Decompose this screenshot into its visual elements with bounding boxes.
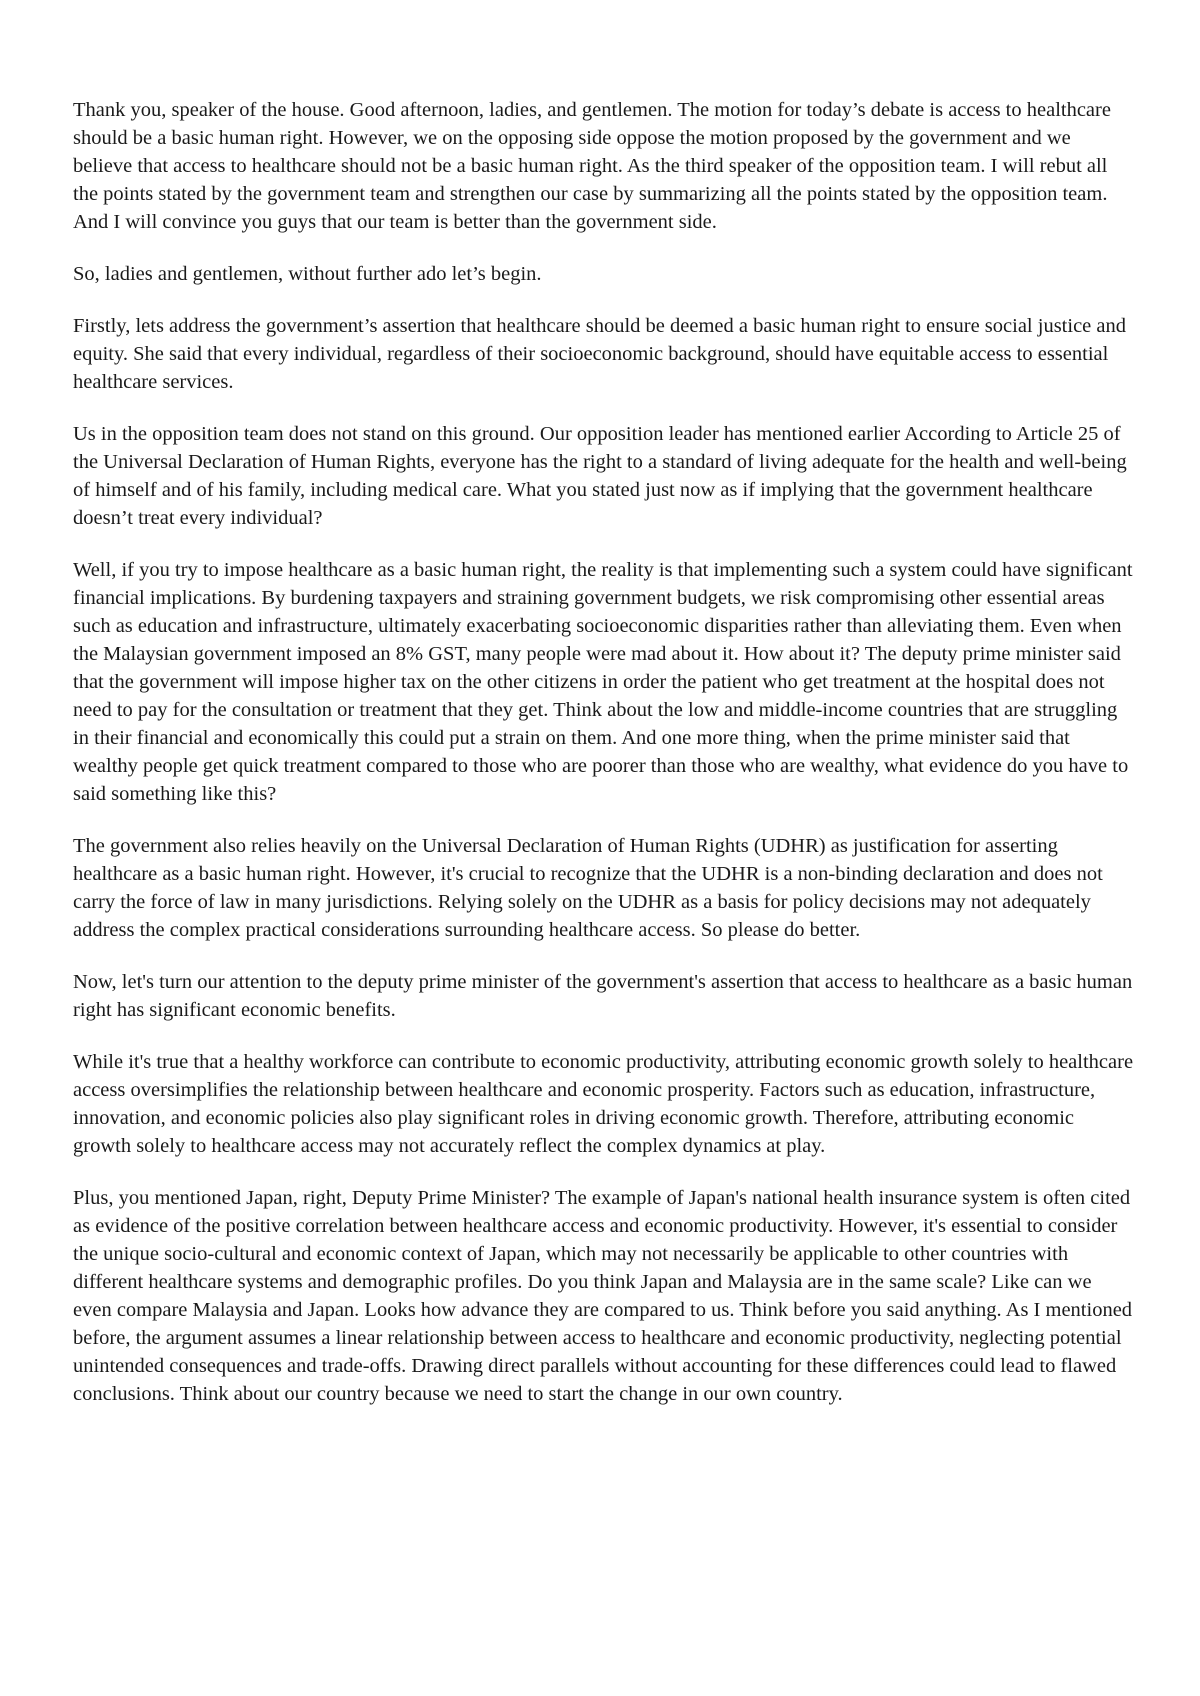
paragraph-workforce: While it's true that a healthy workforce can contribute to economic productivity, attributing economic growth solely to healthcare access oversimplifies the relationship between healthcare and economic prosperity. Factors such as education, infrastructure, innovation, and economic policies also play significant roles in driving economic growth. Therefore, attributing economic growth solely to healthcare access may not accurately reflect the complex dynamics at play. <box>73 1051 1134 1157</box>
paragraph-opposition-ground: Us in the opposition team does not stand on this ground. Our opposition leader has mentioned earlier According to Article 25 of the Universal Declaration of Human Rights, everyone has the right to a standard of living adequate for the health and well-being of himself and of his family, including medical care. What you stated just now as if implying that the government healthcare doesn’t treat every individual? <box>73 423 1127 529</box>
paragraph-japan: Plus, you mentioned Japan, right, Deputy Prime Minister? The example of Japan's national health insurance system is often cited as evidence of the positive correlation between healthcare access and economic productivity. However, it's essential to consider the unique socio-cultural and economic context of Japan, which may not necessarily be applicable to other countries with different healthcare systems and demographic profiles. Do you think Japan and Malaysia are in the same scale? Like can we even compare Malaysia and Japan. Looks how advance they are compared to us. Think before you said anything. As I mentioned before, the argument assumes a linear relationship between access to healthcare and economic productivity, neglecting potential unintended consequences and trade-offs. Drawing direct parallels without accounting for these differences could lead to flawed conclusions. Think about our country because we need to start the change in our own country. <box>73 1187 1133 1405</box>
paragraph-opening: Thank you, speaker of the house. Good afternoon, ladies, and gentlemen. The motion for today’s debate is access to healthcare should be a basic human right. However, we on the opposing side oppose the motion proposed by the government and we believe that access to healthcare should not be a basic human right. As the third speaker of the opposition team. I will rebut all the points stated by the government team and strengthen our case by summarizing all the points stated by the opposition team. And I will convince you guys that our team is better than the government side. <box>73 99 1111 233</box>
paragraph-economic-benefits: Now, let's turn our attention to the deputy prime minister of the government's assertion that access to healthcare as a basic human right has significant economic benefits. <box>73 971 1133 1021</box>
paragraph-udhr: The government also relies heavily on the Universal Declaration of Human Rights (UDHR) as justification for asserting healthcare as a basic human right. However, it's crucial to recognize that the UDHR is a non-binding declaration and does not carry the force of law in many jurisdictions. Relying solely on the UDHR as a basis for policy decisions may not adequately address the complex practical considerations surrounding healthcare access. So please do better. <box>73 835 1103 941</box>
document-page <box>73 96 1135 1432</box>
paragraph-financial-implications: Well, if you try to impose healthcare as a basic human right, the reality is that implementing such a system could have significant financial implications. By burdening taxpayers and straining government budgets, we risk compromising other essential areas such as education and infrastructure, ultimately exacerbating socioeconomic disparities rather than alleviating them. Even when the Malaysian government imposed an 8% GST, many people were mad about it. How about it? The deputy prime minister said that the government will impose higher tax on the other citizens in order the patient who get treatment at the hospital does not need to pay for the consultation or treatment that they get. Think about the low and middle-income countries that are struggling in their financial and economically this could put a strain on them. And one more thing, when the prime minister said that wealthy people get quick treatment compared to those who are poorer than those who are wealthy, what evidence do you have to said something like this? <box>73 559 1133 805</box>
paragraph-begin: So, ladies and gentlemen, without further ado let’s begin. <box>73 263 542 285</box>
paragraph-firstly: Firstly, lets address the government’s assertion that healthcare should be deemed a basic human right to ensure social justice and equity. She said that every individual, regardless of their socioeconomic background, should have equitable access to essential healthcare services. <box>73 315 1126 393</box>
